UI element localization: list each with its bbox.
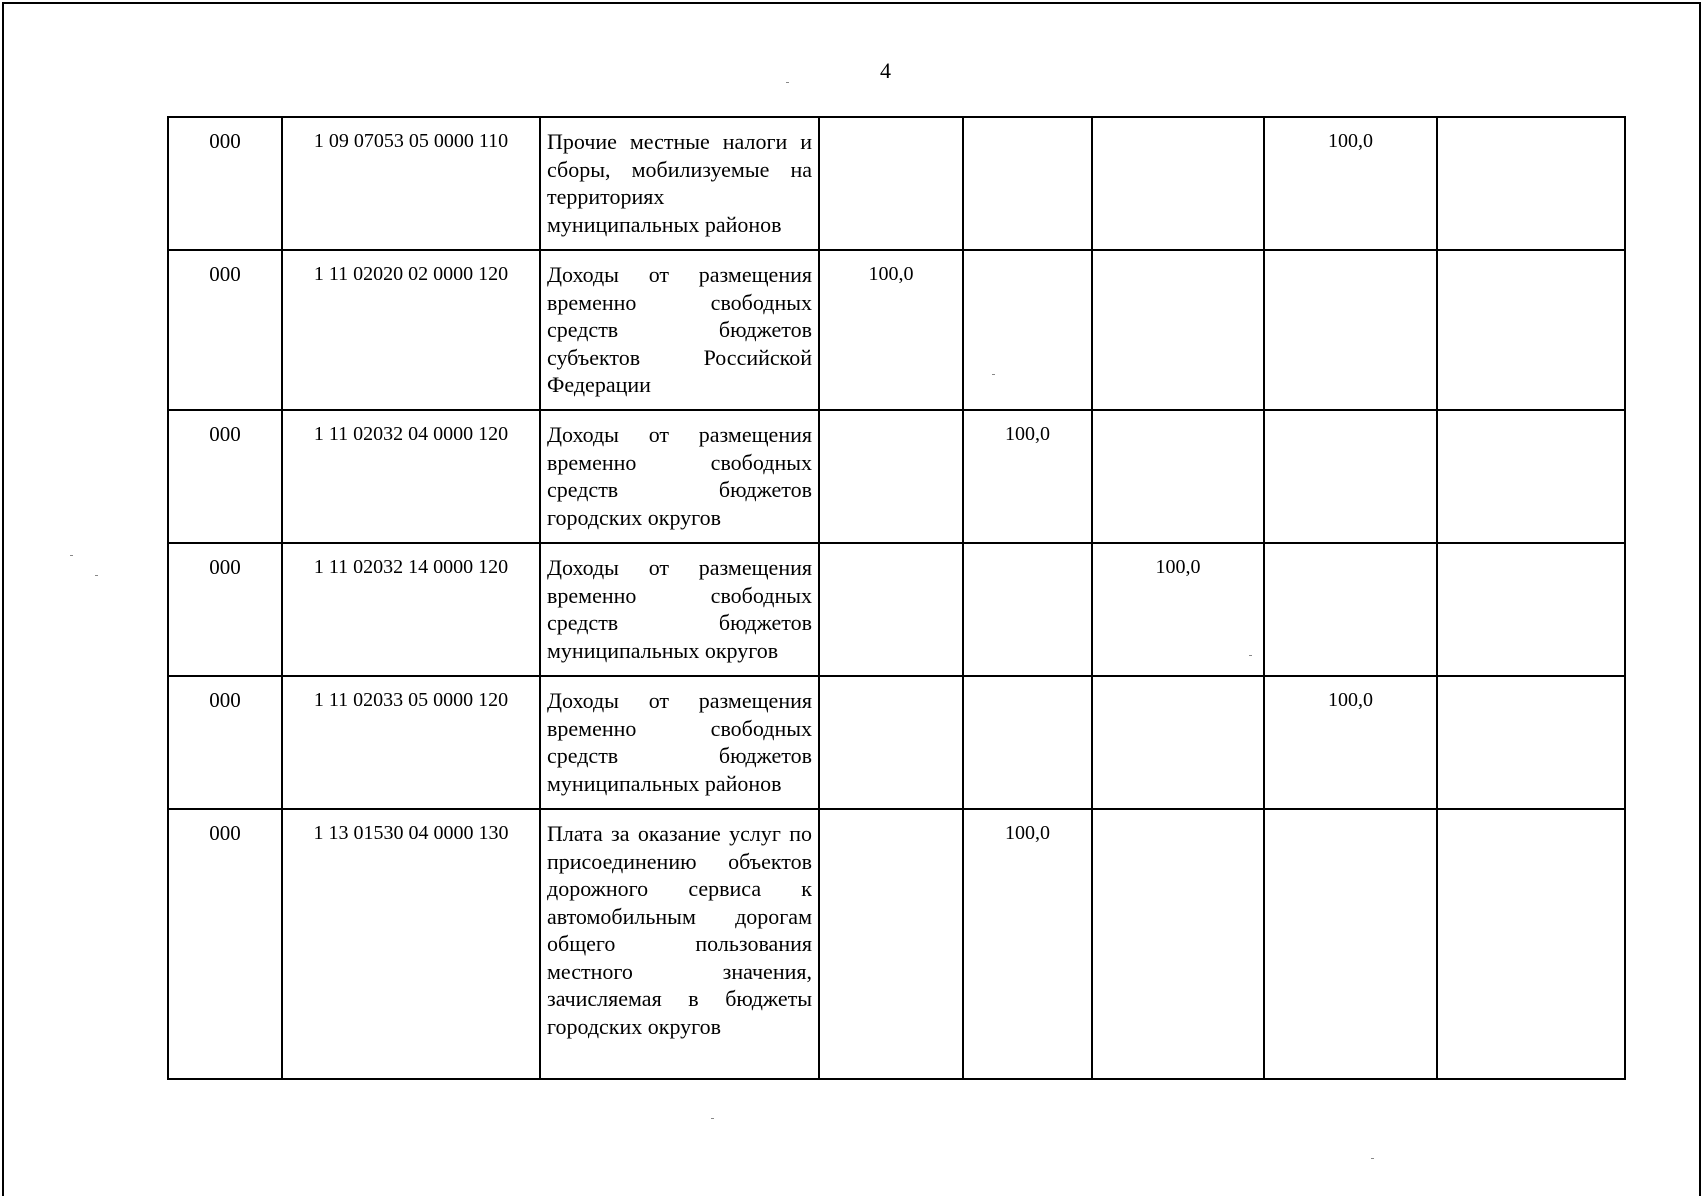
value-cell-5 [1437, 250, 1625, 410]
value-cell-4 [1264, 543, 1437, 676]
value-cell-5 [1437, 809, 1625, 1079]
value-cell-5 [1437, 410, 1625, 543]
budget-code-cell: 1 11 02020 02 0000 120 [282, 250, 540, 410]
value-cell-4: 100,0 [1264, 117, 1437, 250]
admin-code-cell: 000 [168, 809, 282, 1079]
revenue-name-cell: Плата за оказание услуг по присоединению объектов дорожного сервиса к автомобильным дорогам общего пользования местного значения, зачисляемая в бюджеты городских округов [540, 809, 819, 1079]
admin-code-cell: 000 [168, 250, 282, 410]
value-cell-4: 100,0 [1264, 676, 1437, 809]
value-cell-3 [1092, 410, 1264, 543]
admin-code-cell: 000 [168, 543, 282, 676]
admin-code-cell: 000 [168, 117, 282, 250]
revenue-name-cell: Доходы от размещения временно свободных средств бюджетов субъектов Российской Федерации [540, 250, 819, 410]
admin-code-cell: 000 [168, 676, 282, 809]
table-row [168, 809, 1625, 1079]
scan-speck [70, 555, 73, 556]
table-row [168, 250, 1625, 410]
budget-code-cell: 1 11 02032 04 0000 120 [282, 410, 540, 543]
admin-code-cell: 000 [168, 410, 282, 543]
scan-speck [992, 374, 995, 375]
scan-speck [1249, 655, 1252, 656]
value-cell-4 [1264, 250, 1437, 410]
revenue-name-cell: Доходы от размещения временно свободных средств бюджетов муниципальных районов [540, 676, 819, 809]
value-cell-1 [819, 410, 963, 543]
value-cell-5 [1437, 543, 1625, 676]
value-cell-1: 100,0 [819, 250, 963, 410]
revenue-name-cell: Прочие местные налоги и сборы, мобилизуемые на территориях муниципальных районов [540, 117, 819, 250]
value-cell-3 [1092, 250, 1264, 410]
table-row [168, 676, 1625, 809]
scan-speck [711, 1118, 714, 1119]
revenue-name-cell: Доходы от размещения временно свободных средств бюджетов городских округов [540, 410, 819, 543]
value-cell-2: 100,0 [963, 410, 1092, 543]
value-cell-2 [963, 117, 1092, 250]
value-cell-2 [963, 543, 1092, 676]
value-cell-2: 100,0 [963, 809, 1092, 1079]
value-cell-2 [963, 250, 1092, 410]
scan-speck [1371, 1158, 1374, 1159]
value-cell-1 [819, 543, 963, 676]
value-cell-3: 100,0 [1092, 543, 1264, 676]
budget-code-cell: 1 09 07053 05 0000 110 [282, 117, 540, 250]
value-cell-1 [819, 117, 963, 250]
budget-code-cell: 1 13 01530 04 0000 130 [282, 809, 540, 1079]
scan-speck [95, 575, 98, 576]
budget-revenue-table [167, 116, 1626, 1080]
revenue-name-cell: Доходы от размещения временно свободных средств бюджетов муниципальных округов [540, 543, 819, 676]
value-cell-1 [819, 676, 963, 809]
value-cell-3 [1092, 676, 1264, 809]
value-cell-5 [1437, 676, 1625, 809]
value-cell-4 [1264, 410, 1437, 543]
value-cell-2 [963, 676, 1092, 809]
page-number: 4 [880, 58, 891, 83]
table-row [168, 543, 1625, 676]
scan-speck [786, 82, 789, 83]
budget-code-cell: 1 11 02032 14 0000 120 [282, 543, 540, 676]
table-row [168, 117, 1625, 250]
value-cell-3 [1092, 117, 1264, 250]
table-row [168, 410, 1625, 543]
value-cell-4 [1264, 809, 1437, 1079]
value-cell-1 [819, 809, 963, 1079]
value-cell-3 [1092, 809, 1264, 1079]
budget-code-cell: 1 11 02033 05 0000 120 [282, 676, 540, 809]
value-cell-5 [1437, 117, 1625, 250]
